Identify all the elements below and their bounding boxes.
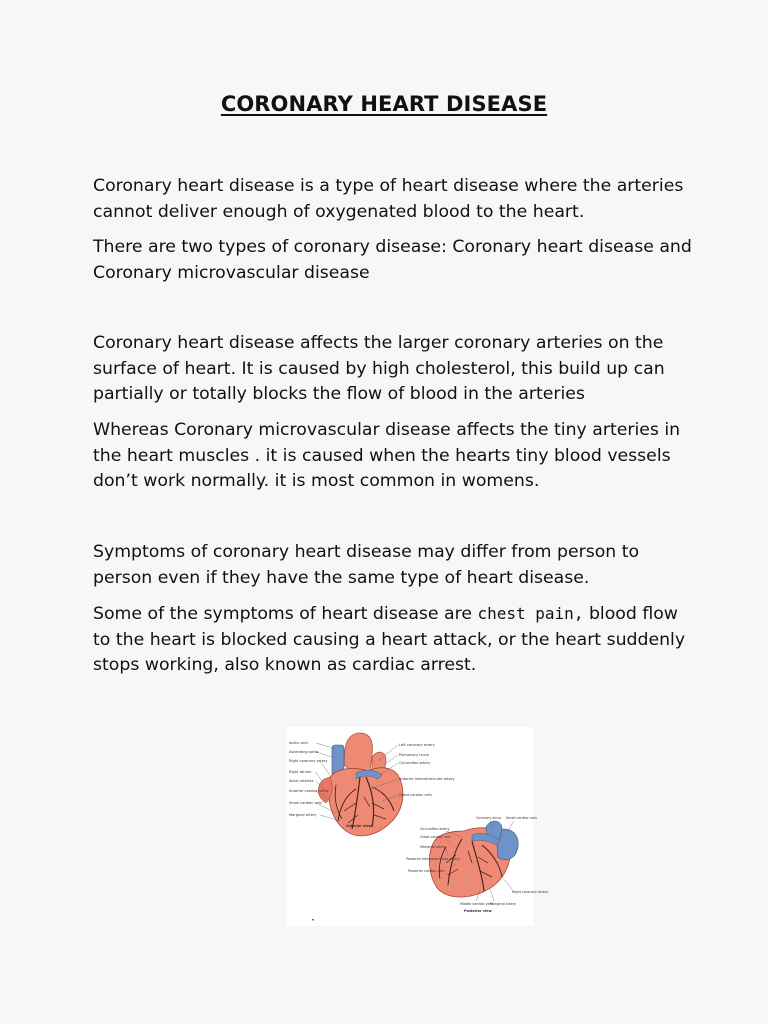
label-atrial-arteries: Atrial arteries — [289, 779, 314, 783]
label-pulmonary-trunk: Pulmonary trunk — [399, 753, 429, 757]
paragraph-definition: Coronary heart disease is a type of heart disease where the arteries cannot deliver enough of oxygenated blood to the heart. — [93, 176, 684, 222]
label-right-coronary-artery-posterior: Right coronary artery — [512, 890, 549, 894]
paragraph-coronary-heart-disease: Coronary heart disease affects the larger coronary arteries on the surface of heart. It is caused by high cholesterol, this build up can partially or totally blocks the flow of blood in the arteries — [93, 333, 665, 405]
symptoms-text-end: blood flow to the heart is blocked causing a heart attack, or the heart suddenly stops working, also known as cardiac arrest. — [93, 604, 686, 676]
paragraph-symptoms-list — [93, 601, 693, 679]
label-posterior-interventricular-artery: Posterior interventricular artery — [406, 857, 460, 861]
caption-posterior-view: Posterior view — [464, 909, 492, 913]
heart-diagram-svg — [286, 727, 549, 926]
label-anterior-interventricular-artery: Anterior interventricular artery — [399, 777, 455, 781]
paragraph-symptoms-intro: Symptoms of coronary heart disease may differ from person to person even if they have the same type of heart disease. — [93, 542, 640, 588]
anterior-heart — [318, 733, 403, 836]
label-posterior-cardiac-vein: Posterior cardiac vein — [408, 869, 445, 873]
label-small-cardiac-vein: Small cardiac vein — [289, 801, 322, 805]
caption-anterior-view: Anterior view — [346, 824, 372, 828]
label-posterior-great-cardiac-vein: Great cardiac vein — [420, 835, 452, 839]
label-right-atrium: Right atrium — [289, 770, 312, 774]
label-posterior-marginal-artery-bottom: Marginal artery — [490, 902, 516, 906]
paragraph-microvascular-disease: Whereas Coronary microvascular disease affects the tiny arteries in the heart muscles . it is caused when the hearts tiny blood vessels don’t work normally. it is most common in womens. — [93, 420, 681, 492]
label-marginal-artery: Marginal artery — [289, 813, 317, 817]
label-aortic-arch: Aortic arch — [289, 741, 309, 745]
label-right-coronary-artery: Right coronary artery — [289, 759, 328, 763]
label-middle-cardiac-vein: Middle cardiac vein — [460, 902, 493, 906]
label-circumflex-artery: Circumflex artery — [399, 761, 431, 765]
page-title: CORONARY HEART DISEASE — [220, 92, 548, 116]
symptoms-text-start: Some of the symptoms of heart disease are — [93, 604, 478, 624]
label-posterior-marginal-artery: Marginal artery — [420, 845, 446, 849]
figure-mark — [312, 919, 314, 920]
label-left-coronary-artery: Left coronary artery — [399, 743, 435, 747]
label-anterior-cardiac-veins: Anterior cardiac veins — [289, 789, 329, 793]
label-coronary-sinus: Coronary sinus — [476, 816, 502, 820]
label-small-cardiac-vein-posterior: Small cardiac vein — [506, 816, 538, 820]
paragraph-types: There are two types of coronary disease: Coronary heart disease and Coronary microvascular disease — [93, 237, 692, 283]
label-ascending-aorta: Ascending aorta — [289, 750, 319, 754]
heart-diagram-image — [286, 727, 549, 926]
label-great-cardiac-vein: Great cardiac vein — [399, 793, 432, 797]
symptom-chest-pain: chest pain, — [477, 604, 584, 623]
label-posterior-circumflex-artery: Circumflex artery — [420, 827, 450, 831]
